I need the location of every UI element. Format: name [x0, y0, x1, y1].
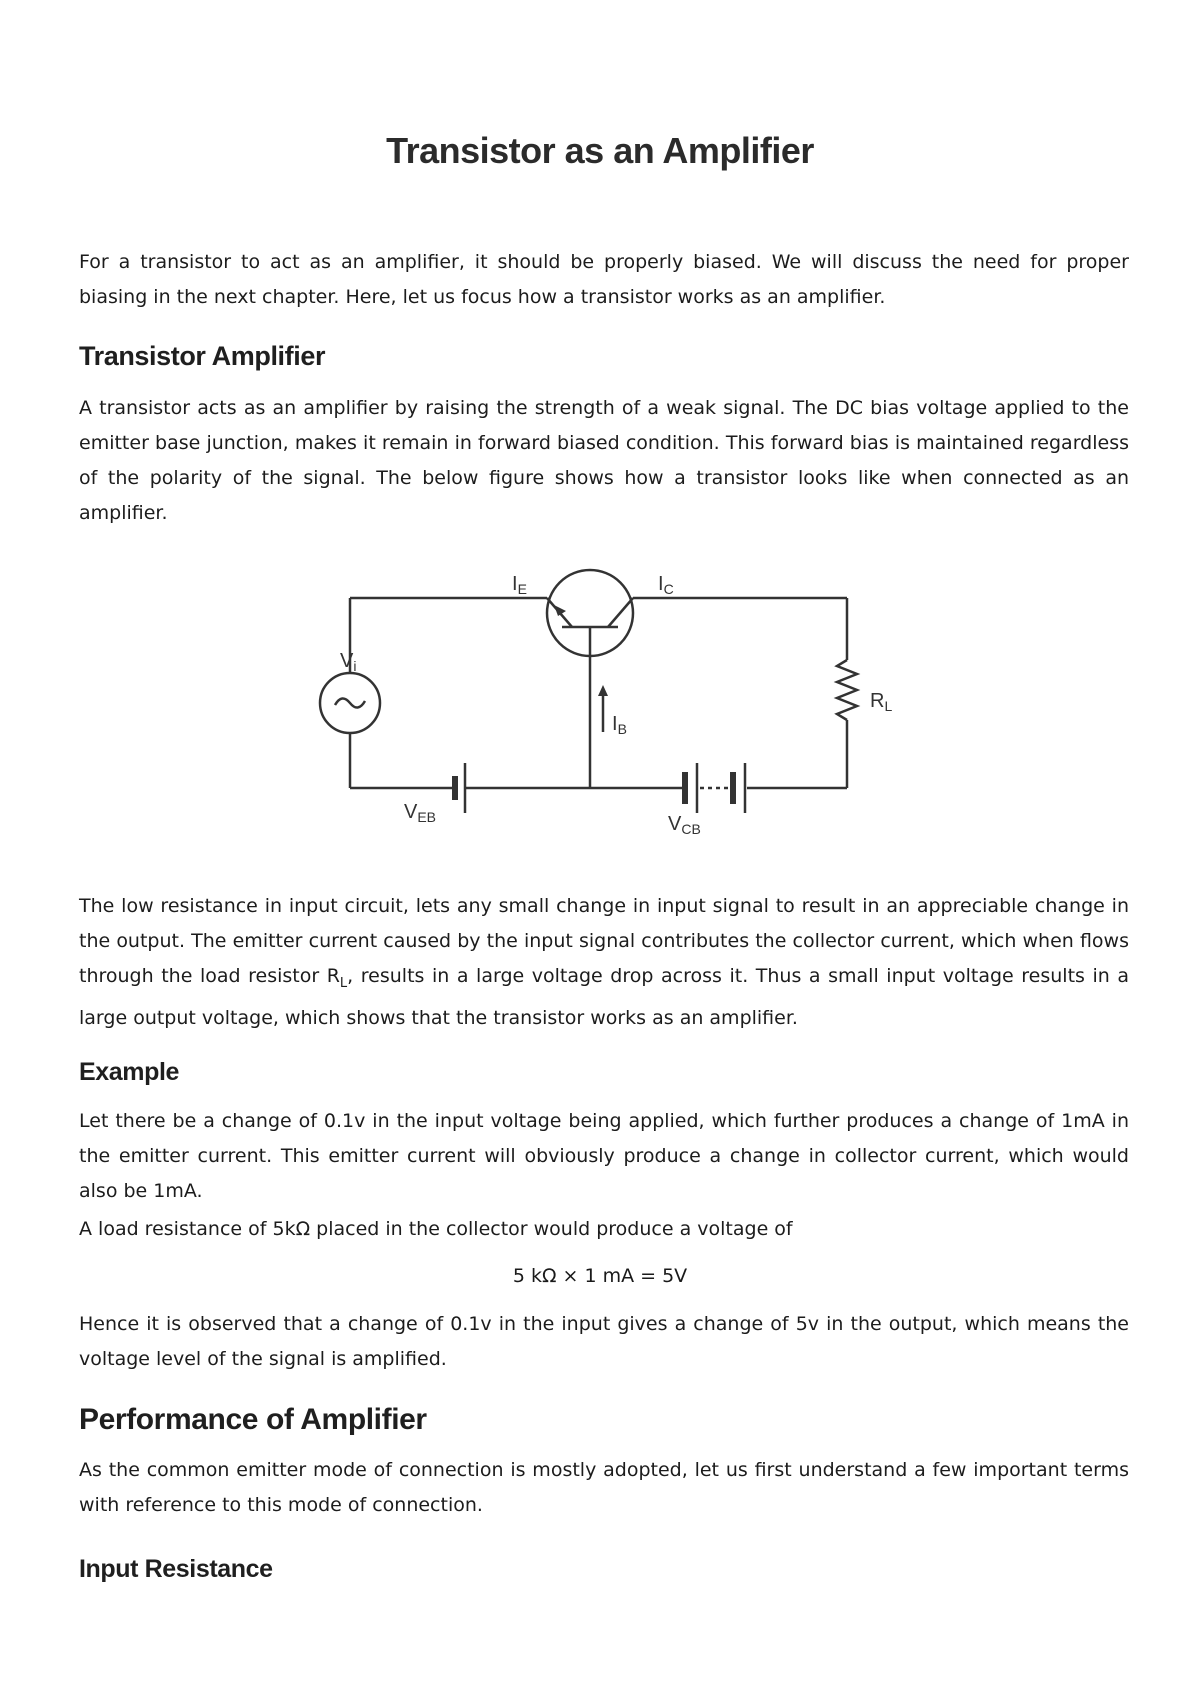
section-heading-transistor-amplifier: Transistor Amplifier: [79, 341, 326, 371]
label-veb: $V_{EB}$: [404, 801, 437, 825]
section-heading-example: Example: [79, 1058, 180, 1086]
transistor-amplifier-paragraph: A transistor acts as an amplifier by raising the strength of a weak signal. The DC bias voltage applied to the emitter base junction, makes it remain in forward biased condition. This forward bias is maintained regardless of the polarity of the signal. The below figure shows how a transistor looks like when connected as an amplifier.: [79, 397, 1129, 524]
label-ie: $I_E$: [512, 573, 527, 597]
emitter-arrow-icon: [554, 605, 566, 616]
label-vcb: $V_{CB}$: [668, 813, 701, 837]
label-ic: $I_C$: [658, 573, 674, 597]
performance-paragraph: As the common emitter mode of connection is mostly adopted, let us first understand a few important terms with reference to this mode of connection.: [79, 1459, 1129, 1516]
example-paragraph-2: A load resistance of 5kΩ placed in the collector would produce a voltage of: [79, 1218, 793, 1240]
rl-subscript: L: [339, 975, 348, 991]
ib-arrowhead-icon: [598, 685, 608, 696]
label-rl: $R_L$: [870, 690, 893, 714]
load-resistor-symbol: [837, 660, 857, 720]
sine-wave-icon: [335, 698, 365, 707]
example-paragraph-1: Let there be a change of 0.1v in the input voltage being applied, which further produces a change of 1mA in the emitter current. This emitter current will obviously produce a change in collector current, which would also be 1mA.: [79, 1110, 1129, 1202]
section-heading-input-resistance: Input Resistance: [79, 1555, 273, 1583]
label-vi: $V_i$: [340, 650, 357, 674]
voltage-equation: 5 kΩ × 1 mA = 5V: [512, 1265, 688, 1287]
example-paragraph-3: Hence it is observed that a change of 0.1v in the input gives a change of 5v in the output, which means the voltage level of the signal is amplified.: [79, 1313, 1129, 1370]
amplifier-circuit-diagram: [300, 550, 893, 850]
section-heading-performance: Performance of Amplifier: [79, 1403, 427, 1436]
page-title: Transistor as an Amplifier: [386, 130, 814, 171]
intro-paragraph: For a transistor to act as an amplifier, it should be properly biased. We will discuss the need for proper biasing in the next chapter. Here, let us focus how a transistor works as an amplifier.: [79, 251, 1129, 308]
label-ib: $I_B$: [612, 713, 627, 737]
low-resistance-paragraph: The low resistance in input circuit, lets any small change in input signal to result in an appreciable change in the output. The emitter current caused by the input signal contributes the collector current, which when flows through the load resistor $R_L$, results in a large voltage drop across it. Thus a small input voltage results in a large output voltage, which shows that the transistor works as an amplifier.: [79, 895, 1129, 1029]
transistor-collector-lead: [608, 598, 633, 627]
